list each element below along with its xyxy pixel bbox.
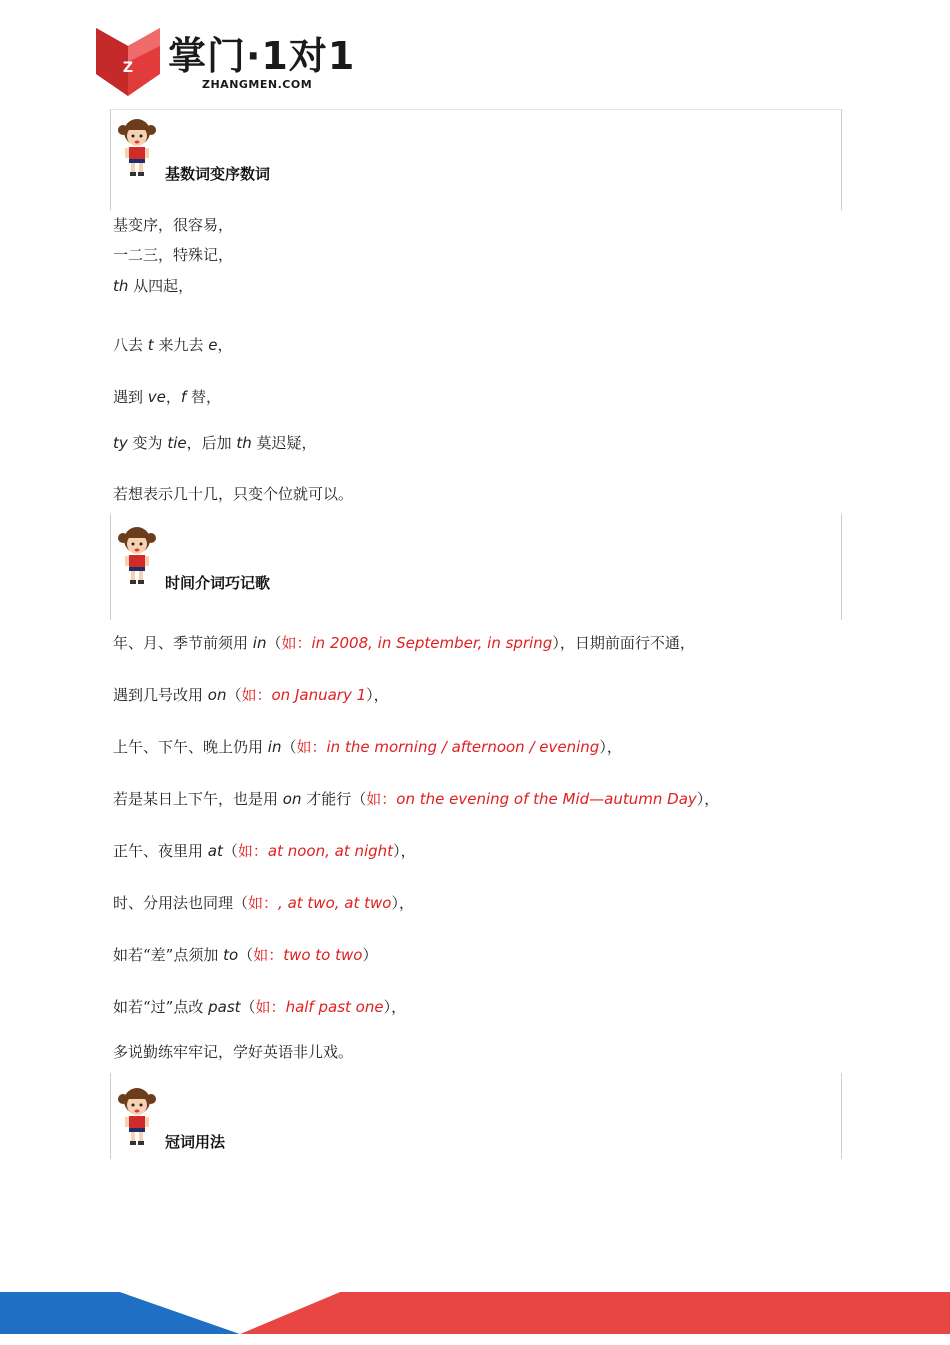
svg-text:Z: Z [122, 60, 134, 76]
section-title: 时间介词巧记歌 [165, 574, 271, 592]
section-header [110, 109, 842, 210]
logo-brand: 掌门·1对1 [168, 34, 356, 78]
text-line: 若想表示几十几，只变个位就可以。 [113, 485, 354, 503]
section-title: 基数词变序数词 [165, 165, 271, 183]
text-line: ty 变为 tie，后加 th 莫迟疑， [113, 434, 317, 452]
text-line: 上午、下午、晚上仍用 in（如：in the morning / afternoon / evening）， [113, 738, 622, 756]
footer-band [0, 1292, 950, 1334]
girl-icon [117, 116, 157, 178]
text-line: 若是某日上下午，也是用 on 才能行（如：on the evening of the Mid—autumn Day）， [113, 790, 720, 808]
text-line: 八去 t 来九去 e， [113, 336, 233, 354]
text-line: 如若“过”点改 past（如：half past one）， [113, 998, 407, 1016]
text-line: 一二三，特殊记， [113, 246, 234, 264]
girl-icon [117, 524, 157, 586]
text-line: 年、月、季节前须用 in（如：in 2008, in September, in spring），日期前面行不通， [113, 634, 695, 652]
text-line: th 从四起， [113, 277, 194, 295]
text-line: 多说勤练牢牢记，学好英语非儿戏。 [113, 1043, 354, 1061]
text-line: 如若“差”点须加 to（如：two to two） [113, 946, 378, 964]
girl-icon [117, 1085, 157, 1147]
logo-domain: ZHANGMEN.COM [202, 78, 313, 91]
section-header [110, 1073, 842, 1159]
text-line: 基变序，很容易， [113, 216, 234, 234]
section-title: 冠词用法 [165, 1133, 226, 1151]
section-header [110, 514, 842, 620]
text-line: 遇到几号改用 on（如：on January 1）， [113, 686, 389, 704]
text-line: 遇到 ve，f 替， [113, 388, 221, 406]
text-line: 时、分用法也同理（如：, at two, at two）， [113, 894, 414, 912]
text-line: 正午、夜里用 at（如：at noon, at night）， [113, 842, 416, 860]
